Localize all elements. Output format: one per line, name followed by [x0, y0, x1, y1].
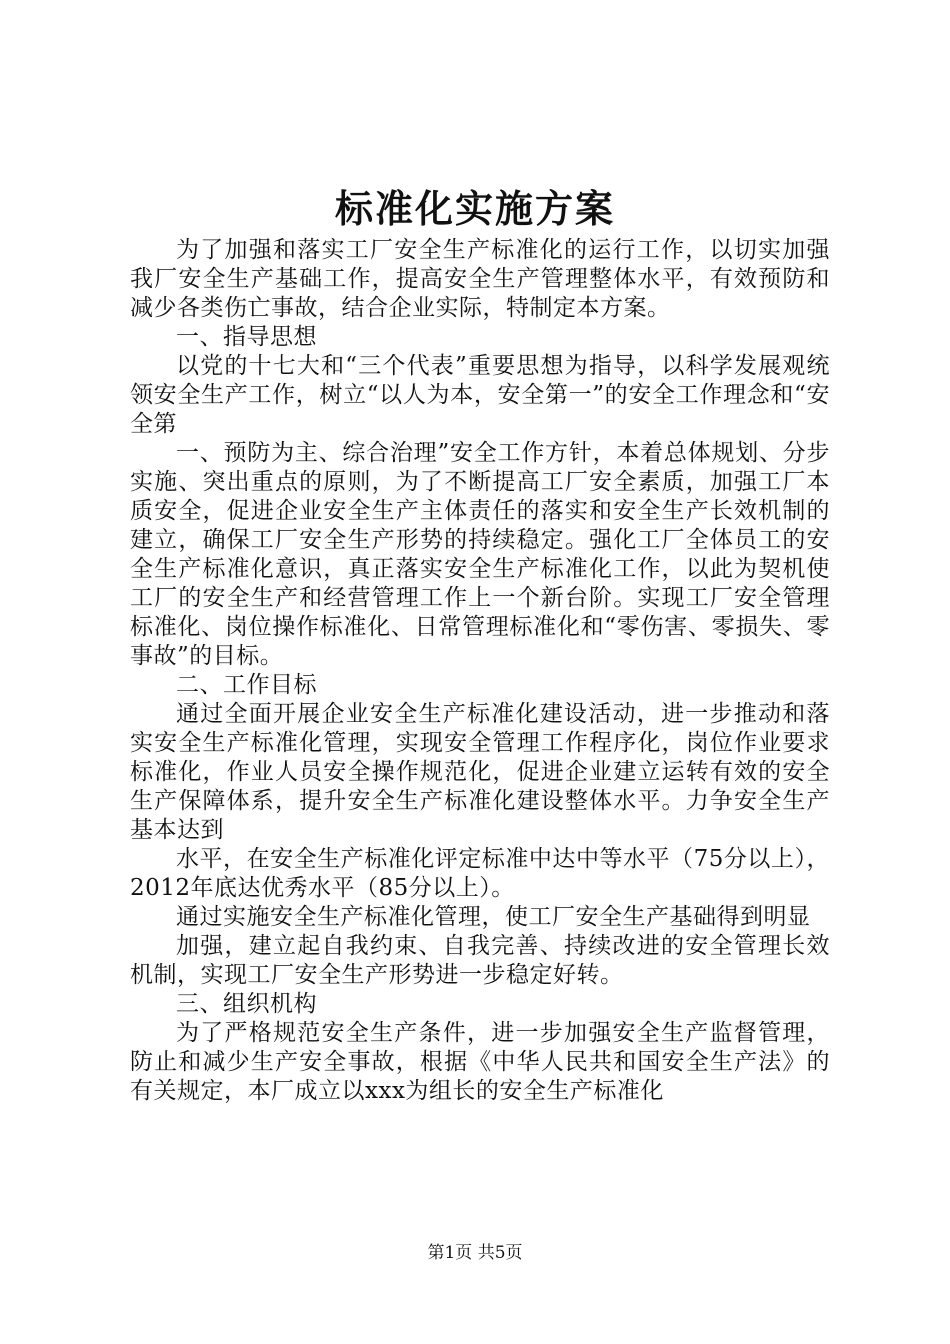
heading-work-goals: 二、工作目标 — [176, 672, 317, 698]
paragraph-work-goals-foundation: 通过实施安全生产标准化管理，使工厂安全生产基础得到明显 — [176, 904, 811, 930]
paragraph-intro: 为了加强和落实工厂安全生产标准化的运行工作，以切实加强我厂安全生产基础工作，提高安全生产管理整体水平，有效预防和减少各类伤亡事故，结合企业实际，特制定本方案。 — [130, 237, 830, 321]
heading-organization: 三、组织机构 — [176, 991, 317, 1017]
paragraph-work-goals: 通过全面开展企业安全生产标准化建设活动，进一步推动和落实安全生产标准化管理，实现安全管理工作程序化，岗位作业要求标准化，作业人员安全操作规范化，促进企业建立运转有效的安全生产保障体系，提升安全生产标准化建设整体水平。力争安全生产基本达到 — [130, 701, 830, 843]
document-title: 标准化实施方案 — [334, 186, 615, 231]
paragraph-work-goals-mechanism: 加强，建立起自我约束、自我完善、持续改进的安全管理长效机制，实现工厂安全生产形势进一步稳定好转。 — [130, 933, 830, 988]
page-footer: 第1页 共5页 — [427, 1243, 523, 1263]
paragraph-organization: 为了严格规范安全生产条件，进一步加强安全生产监督管理，防止和减少生产安全事故，根据《中华人民共和国安全生产法》的有关规定，本厂成立以xxx为组长的安全生产标准化 — [130, 1020, 830, 1104]
paragraph-guiding-ideology: 以党的十七大和“三个代表”重要思想为指导，以科学发展观统领安全生产工作，树立“以人为本，安全第一”的安全工作理念和“安全第 — [130, 353, 830, 437]
paragraph-work-goals-level: 水平，在安全生产标准化评定标准中达中等水平（75分以上），2012年底达优秀水平（85分以上）。 — [130, 846, 830, 901]
document-body — [130, 236, 830, 1106]
paragraph-guiding-ideology-cont: 一、预防为主、综合治理”安全工作方针，本着总体规划、分步实施、突出重点的原则，为了不断提高工厂安全素质，加强工厂本质安全，促进企业安全生产主体责任的落实和安全生产长效机制的建立，确保工厂安全生产形势的持续稳定。强化工厂全体员工的安全生产标准化意识，真正落实安全生产标准化工作，以此为契机使工厂的安全生产和经营管理工作上一个新台阶。实现工厂安全管理标准化、岗位操作标准化、日常管理标准化和“零伤害、零损失、零事故”的目标。 — [130, 440, 830, 669]
heading-guiding-ideology: 一、指导思想 — [176, 324, 317, 350]
